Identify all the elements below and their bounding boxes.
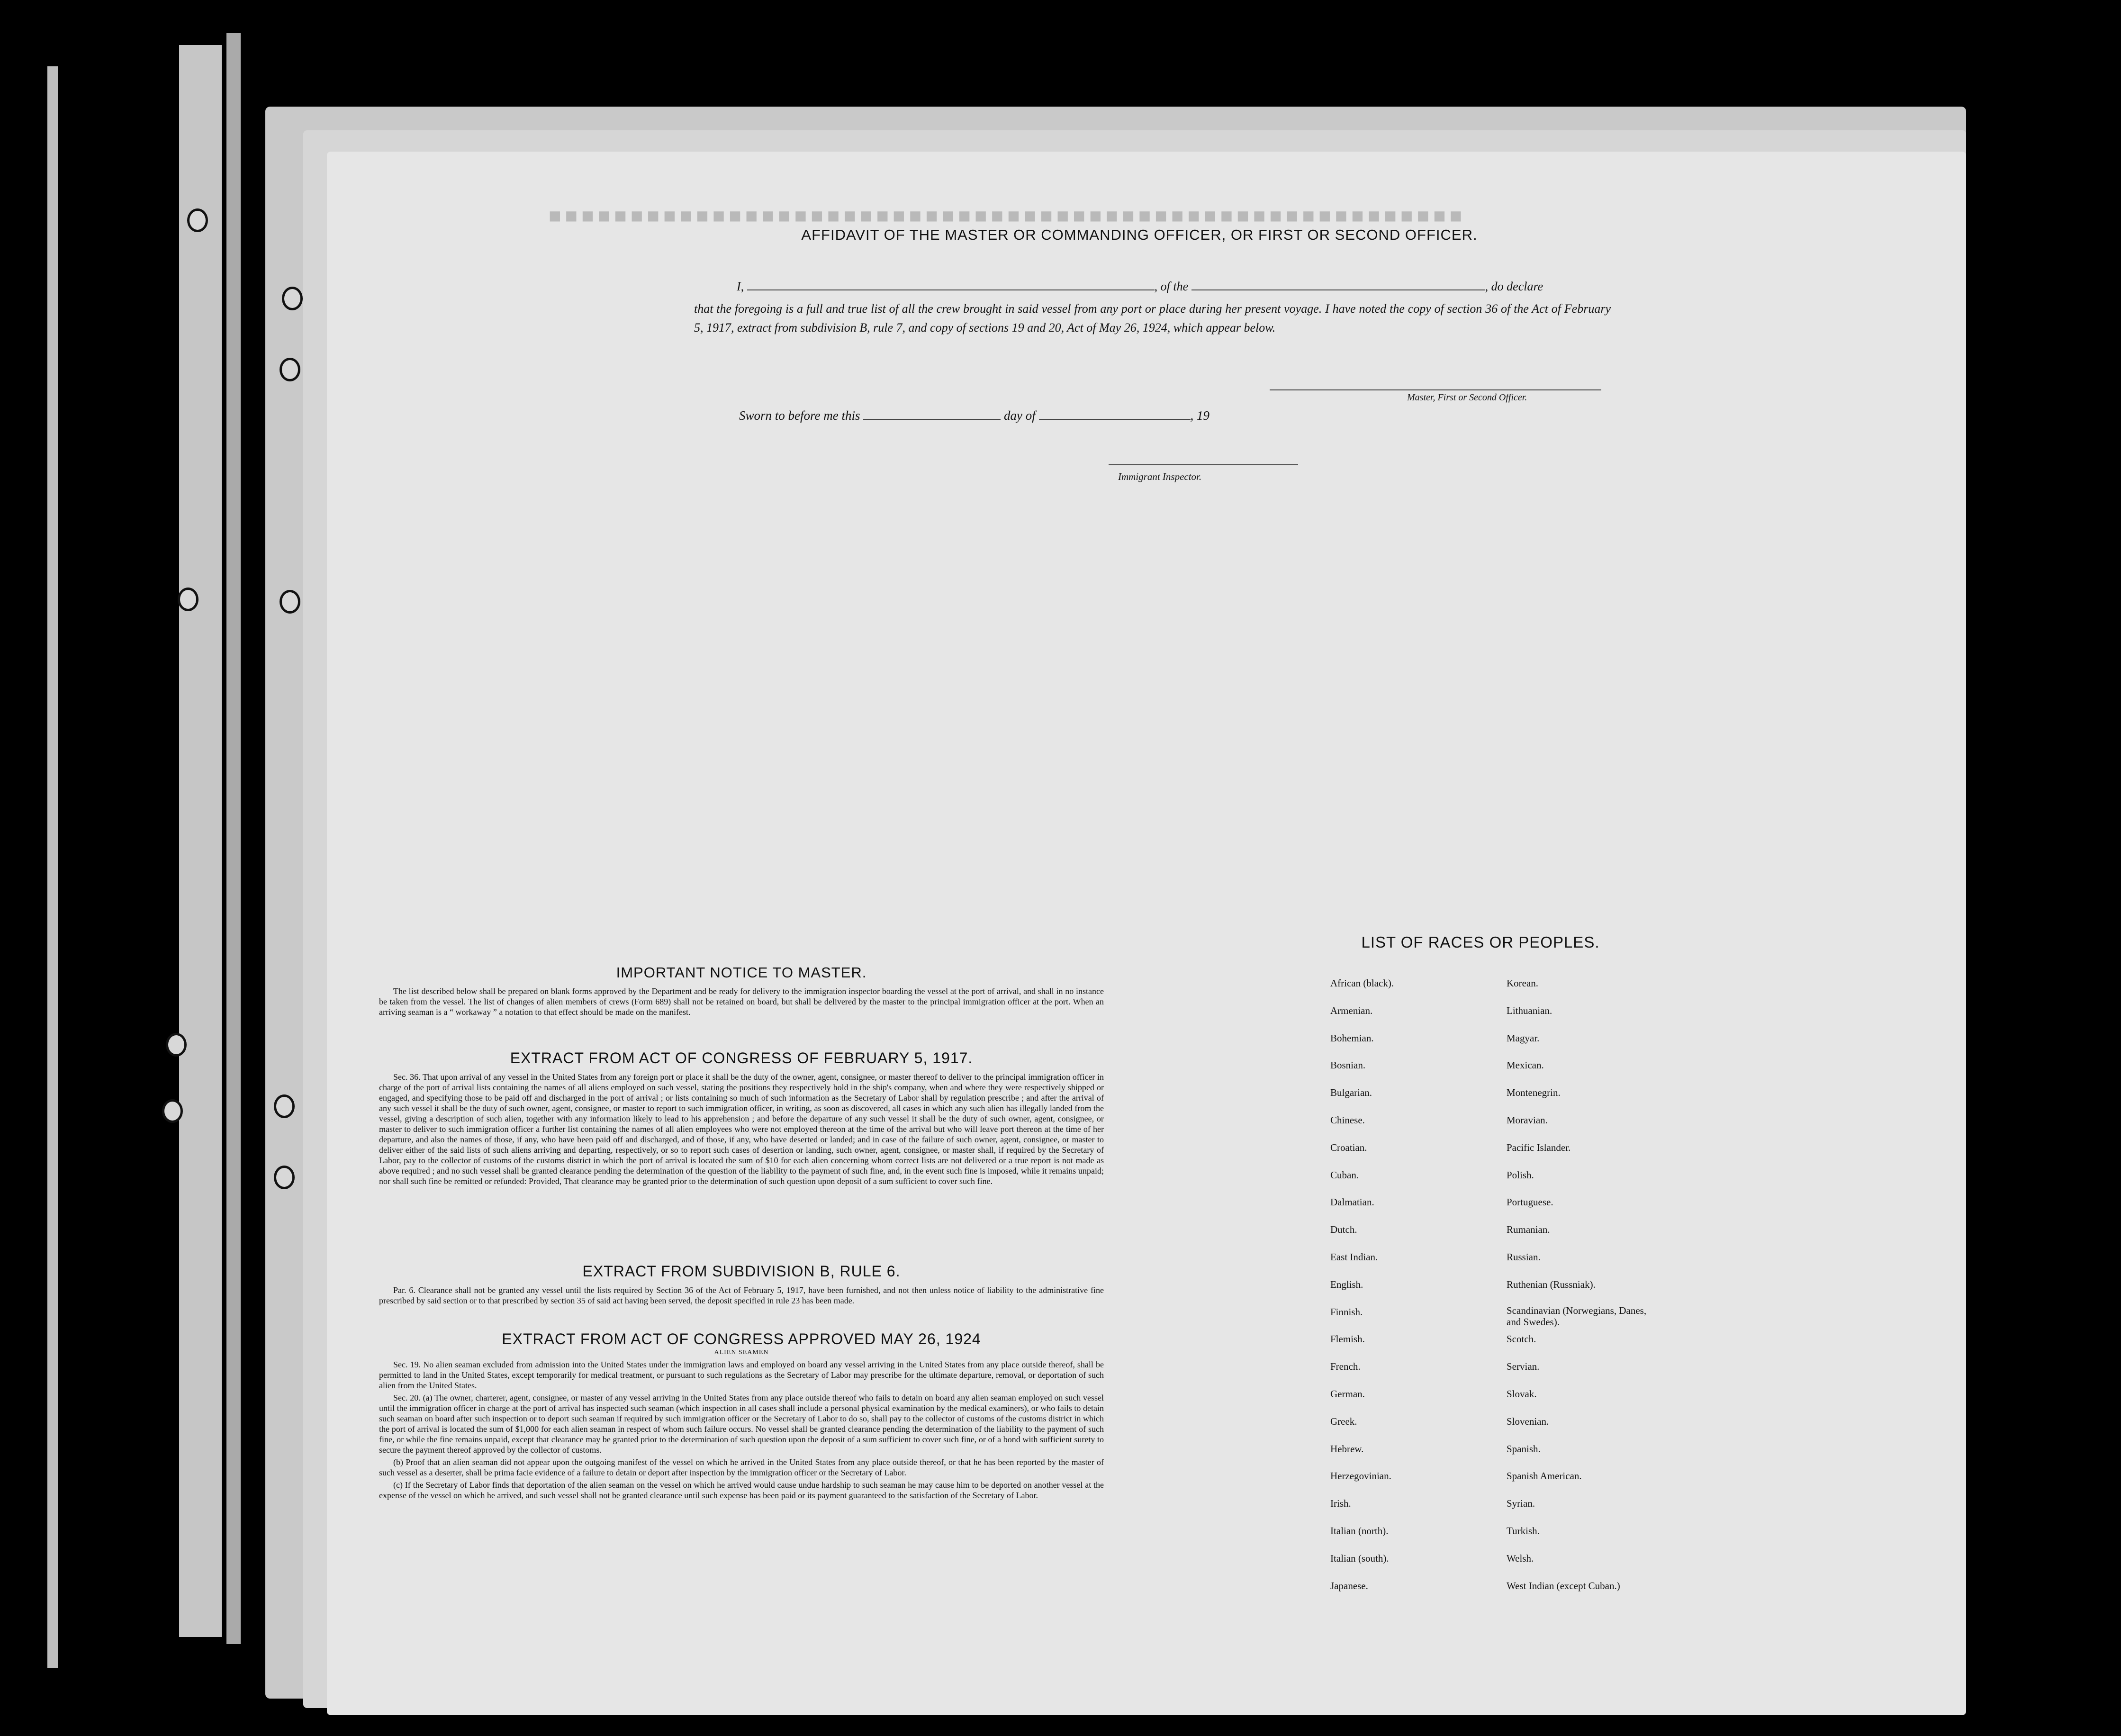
race-item: Pacific Islander. bbox=[1507, 1141, 1571, 1153]
race-item: Russian. bbox=[1507, 1251, 1541, 1263]
sworn-prefix: Sworn to before me this bbox=[739, 408, 860, 423]
extract-1924-sec19: Sec. 19. No alien seaman excluded from admission into the United States under the immigration laws and employed on board any vessel arriving in the United States from any place outside thereof, shall be permitted to land in the United States, except temporarily for medical treatment, or pursuant to such regulations as the Secretary of Labor may prescribe for the ultimate departure, removal, or deportation of such alien from the United States. bbox=[379, 1360, 1104, 1390]
extract-1924 bbox=[379, 1330, 1104, 1502]
extract-1917-text: Sec. 36. That upon arrival of any vessel in the United States from any foreign port or place it shall be the duty of the owner, agent, consignee, or master thereof to deliver to the principal immigration officer in charge of the port of arrival lists containing the names of all aliens employed on such vessel, stating the positions they respectively hold in the ship's company, when and where they were respectively shipped or engaged, and specifying those to be paid off and discharged in the port of arrival ; or lists containing so much of such information as the Secretary of Labor shall by regulation prescribe ; and after the arrival of any such vessel it shall be the duty of such owner, agent, consignee, or master to report to such immigration officer, in writing, as soon as discovered, all cases in which any such alien has illegally landed from the vessel, giving a description of such alien, together with any information likely to lead to his apprehension ; and before the departure of any such vessel it shall be the duty of such owner, agent, consignee, or master to deliver to such immigration officer a further list containing the names of all alien employees who were not employed thereon at the time of the arrival but who will leave port thereon at the time of her departure, and also the names of those, if any, who have been paid off and discharged, and of those, if any, who have deserted or landed; and in case of the failure of such owner, agent, consignee, or master to deliver either of the said lists of such aliens arriving and departing, respectively, or so to report such cases of desertion or landing, such owner, agent, consignee, or master shall, if required by the Secretary of Labor, pay to the collector of customs of the customs district in which the port of arrival is located the sum of $10 for each alien concerning whom correct lists are not delivered or a true report is not made as above required ; and no such vessel shall be granted clearance pending the determination of the question of the liability to the payment of such fine, and, in the event such fine is imposed, while it remains unpaid; nor shall such fine be remitted or refunded: Provided, That clearance may be granted prior to the determination of such question upon deposit of a sum sufficient to cover such fine. bbox=[379, 1072, 1104, 1186]
affidavit-title: AFFIDAVIT OF THE MASTER OR COMMANDING OFFICER, OR FIRST OR SECOND OFFICER. bbox=[801, 226, 1478, 243]
race-item: Irish. bbox=[1330, 1498, 1351, 1510]
race-item: German. bbox=[1330, 1388, 1365, 1400]
binder-strip-edge bbox=[226, 33, 241, 1644]
affidavit-declare: , do declare bbox=[1485, 280, 1543, 293]
sworn-line bbox=[739, 408, 1209, 423]
notice-text: The list described below shall be prepared on blank forms approved by the Department and be ready for delivery to the immigration inspector boarding the vessel at the port of arrival, and shall in no instance be taken from the vessel. The list of changes of alien members of crews (Form 689) shall not be retained on board, but shall be delivered by the master to the principal immigration officer at the port. When an arriving seaman is a “ workaway ” a notation to that effect should be made on the manifest. bbox=[379, 986, 1104, 1017]
master-signature-blank[interactable] bbox=[1270, 389, 1601, 390]
important-notice bbox=[379, 964, 1104, 1019]
race-item: Turkish. bbox=[1507, 1525, 1540, 1537]
race-item: Lithuanian. bbox=[1507, 1004, 1552, 1016]
binder-hole bbox=[274, 1166, 295, 1189]
binder-strip-left bbox=[47, 66, 58, 1668]
races-column-2 bbox=[1507, 976, 1663, 1606]
race-item: Montenegrin. bbox=[1507, 1087, 1561, 1099]
binder-hole bbox=[280, 590, 300, 614]
race-item: Croatian. bbox=[1330, 1141, 1367, 1153]
race-item: Finnish. bbox=[1330, 1306, 1363, 1318]
binder-hole bbox=[274, 1094, 295, 1118]
race-item: English. bbox=[1330, 1278, 1363, 1290]
race-item: Slovenian. bbox=[1507, 1415, 1549, 1427]
race-item: Chinese. bbox=[1330, 1114, 1365, 1126]
race-item: Mexican. bbox=[1507, 1059, 1544, 1071]
race-item: Korean. bbox=[1507, 977, 1539, 989]
races-title: LIST OF RACES OR PEOPLES. bbox=[1361, 933, 1600, 951]
binder-strip bbox=[179, 45, 222, 1637]
sworn-day-of: day of bbox=[1004, 408, 1036, 423]
race-item: Bosnian. bbox=[1330, 1059, 1366, 1071]
race-item: Greek. bbox=[1330, 1415, 1357, 1427]
race-item: Welsh. bbox=[1507, 1552, 1534, 1564]
extract-rule6-title: EXTRACT FROM SUBDIVISION B, RULE 6. bbox=[582, 1263, 901, 1280]
race-item: Ruthenian (Russniak). bbox=[1507, 1278, 1596, 1290]
binder-hole bbox=[280, 358, 300, 381]
race-item: Italian (north). bbox=[1330, 1525, 1389, 1537]
extract-1924-sec20b: (b) Proof that an alien seaman did not appear upon the outgoing manifest of the vessel on which he arrived in the United States from any place outside thereof, or that he has been reported by the master of such vessel as a deserter, shall be prima facie evidence of a failure to detain or deport after inspection by the immigration officer or the Secretary of Labor. bbox=[379, 1457, 1104, 1477]
affidavit-body: that the foregoing is a full and true list of all the crew brought in said vessel from any port or place during her present voyage. I have noted the copy of section 36 of the Act of February 5, 1917, extract from subdivision B, rule 7, and copy of sections 19 and 20, Act of May 26, 1924, which appear below. bbox=[694, 302, 1611, 335]
extract-1924-subtitle: ALIEN SEAMEN bbox=[714, 1349, 769, 1356]
binder-hole bbox=[162, 1099, 183, 1123]
race-item: Bohemian. bbox=[1330, 1032, 1374, 1044]
race-item: Polish. bbox=[1507, 1169, 1534, 1181]
race-item: Rumanian. bbox=[1507, 1224, 1550, 1236]
race-item: Japanese. bbox=[1330, 1580, 1368, 1591]
affidavit-declaration-line bbox=[694, 280, 1613, 294]
binder-hole bbox=[166, 1033, 187, 1057]
master-name-blank[interactable] bbox=[747, 289, 1155, 290]
race-item: Bulgarian. bbox=[1330, 1087, 1372, 1099]
affidavit-i: I, bbox=[737, 280, 744, 293]
race-item: French. bbox=[1330, 1361, 1361, 1373]
race-item: Scotch. bbox=[1507, 1333, 1536, 1345]
extract-1917 bbox=[379, 1049, 1104, 1188]
race-item: Dutch. bbox=[1330, 1224, 1357, 1236]
race-item: Flemish. bbox=[1330, 1333, 1365, 1345]
race-item: East Indian. bbox=[1330, 1251, 1378, 1263]
race-item: Slovak. bbox=[1507, 1388, 1537, 1400]
race-item: African (black). bbox=[1330, 977, 1394, 989]
race-item: Syrian. bbox=[1507, 1498, 1535, 1510]
race-item: Spanish American. bbox=[1507, 1470, 1582, 1482]
race-item: Portuguese. bbox=[1507, 1196, 1553, 1208]
race-item: Spanish. bbox=[1507, 1443, 1541, 1455]
inspector-signature-blank[interactable] bbox=[1109, 464, 1298, 465]
binder-hole bbox=[187, 208, 208, 232]
master-signature-label: Master, First or Second Officer. bbox=[1407, 392, 1527, 403]
sworn-date-blank[interactable] bbox=[863, 419, 1001, 420]
race-item: Armenian. bbox=[1330, 1004, 1373, 1016]
sworn-year: , 19 bbox=[1190, 408, 1209, 423]
race-item: Cuban. bbox=[1330, 1169, 1359, 1181]
bleed-through-text: ■■■■■■■■■■■■■■■■■■■■■■■■■■■■■■■■■■■■■■■■■■■■■■■■■■■■■■■■ bbox=[545, 204, 1462, 227]
notice-title: IMPORTANT NOTICE TO MASTER. bbox=[616, 964, 867, 981]
race-item: Moravian. bbox=[1507, 1114, 1548, 1126]
race-item: Scandinavian (Norwegians, Danes, and Swedes). bbox=[1507, 1304, 1647, 1328]
extract-rule6 bbox=[379, 1263, 1104, 1308]
extract-rule6-text: Par. 6. Clearance shall not be granted any vessel until the lists required by Section 36 of the Act of February 5, 1917, have been furnished, and not then unless notice of liability to the administrative fine prescribed by said section or to that prescribed by section 35 of said act having been served, the deposit specified in rule 23 has been made. bbox=[379, 1285, 1104, 1305]
extract-1924-title: EXTRACT FROM ACT OF CONGRESS APPROVED MAY 26, 1924 bbox=[502, 1330, 981, 1347]
affidavit-of-the: , of the bbox=[1154, 280, 1189, 293]
binder-hole bbox=[282, 287, 303, 310]
vessel-name-blank[interactable] bbox=[1191, 289, 1485, 290]
inspector-label: Immigrant Inspector. bbox=[1118, 471, 1202, 482]
race-item: West Indian (except Cuban.) bbox=[1507, 1580, 1620, 1591]
race-item: Herzegovinian. bbox=[1330, 1470, 1391, 1482]
race-item: Hebrew. bbox=[1330, 1443, 1364, 1455]
race-item: Servian. bbox=[1507, 1361, 1540, 1373]
sworn-month-blank[interactable] bbox=[1039, 419, 1191, 420]
binder-hole bbox=[178, 588, 199, 611]
extract-1917-title: EXTRACT FROM ACT OF CONGRESS OF FEBRUARY 5, 1917. bbox=[510, 1049, 973, 1067]
extract-1924-sec20a: Sec. 20. (a) The owner, charterer, agent, consignee, or master of any vessel arriving in the United States from any place outside thereof who fails to detain on board any alien seaman employed on such vessel until the immigration officer in charge at the port of arrival has inspected such seaman (which inspection in all cases shall include a personal physical examination by the medical examiners), or who fails to detain such seaman on board after such inspection or to deport such seaman if required by such immigration officer or the Secretary of Labor to do so, shall pay to the collector of customs of the customs district in which the port of arrival is located the sum of $1,000 for each alien seaman in respect of whom such failure occurs. No vessel shall be granted clearance pending the determination of the liability to the payment of such fine, or while the fine remains unpaid, except that clearance may be granted prior to the determination of such question upon the deposit of a sum sufficient to cover such fine, or of a bond with sufficient surety to secure the payment thereof approved by the collector of customs. bbox=[379, 1393, 1104, 1455]
races-column-1 bbox=[1330, 976, 1394, 1606]
extract-1924-sec20c: (c) If the Secretary of Labor finds that deportation of the alien seaman on the vessel on which he arrived would cause undue hardship to such seaman he may cause him to be deported on another vessel at the expense of the vessel on which he arrived, and such vessel shall not be granted clearance until such expense has been paid or its payment guaranteed to the satisfaction of the Secretary of Labor. bbox=[379, 1480, 1104, 1500]
race-item: Dalmatian. bbox=[1330, 1196, 1374, 1208]
race-item: Magyar. bbox=[1507, 1032, 1540, 1044]
race-item: Italian (south). bbox=[1330, 1552, 1389, 1564]
